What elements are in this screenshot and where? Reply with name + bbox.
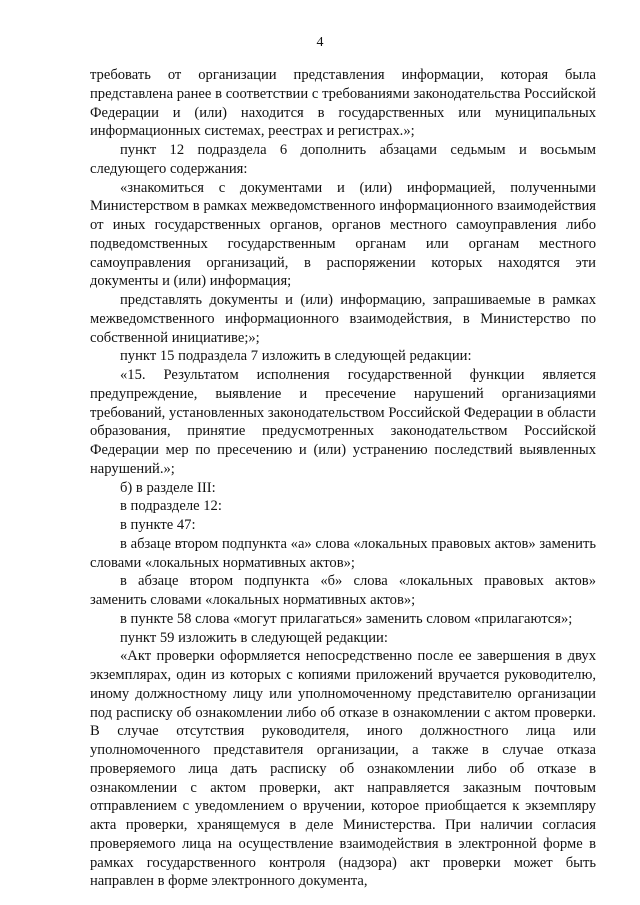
paragraph-item-59: пункт 59 изложить в следующей редакции: bbox=[120, 629, 388, 646]
paragraph-quote-familiarize: «знакомиться с документами и (или) информацией, полученными Министерством в рамках межведомственного информационного взаимодействия от иных государственных органов, органов местного самоуправления либо подведомственных государственным органам или органам местного самоуправления организаций, в распоряжении которых находятся эти документы и (или) информация; bbox=[90, 179, 596, 290]
paragraph-subitem-a: в абзаце втором подпункта «а» слова «локальных правовых актов» заменить словами «локальных нормативных актов»; bbox=[90, 535, 596, 571]
paragraph-amend-item-12: пункт 12 подраздела 6 дополнить абзацами седьмым и восьмым следующего содержания: bbox=[90, 142, 596, 177]
paragraph-quote-inspection-act: «Акт проверки оформляется непосредственно после ее завершения в двух экземплярах, один из которых с копиями приложений вручается руководителю, иному должностному лицу или уполномоченному представителю организации под расписку об ознакомлении либо об отказе в ознакомлении с актом проверки. В случае отсутствия руководителя, иного должностного лица или уполномоченного представителя организации, а также в случае отказа проверяемого лица дать расписку об ознакомлении либо об отказе в ознакомлении с актом проверки, акт направляется заказным почтовым отправлением с уведомлением о вручении, которое приобщается к экземпляру акта проверки, хранящемуся в деле Министерства. При наличии согласия проверяемого лица на осуществление взаимодействия в электронной форме в рамках государственного контроля (надзора) акт проверки может быть направлен в форме электронного документа, bbox=[90, 648, 596, 890]
paragraph-subitem-b: в абзаце втором подпункта «б» слова «локальных правовых актов» заменить словами «локальных нормативных актов»; bbox=[90, 573, 596, 608]
paragraph-item-58: в пункте 58 слова «могут прилагаться» заменить словом «прилагаются»; bbox=[120, 610, 573, 627]
page-number: 4 bbox=[316, 35, 324, 50]
paragraph-item-47: в пункте 47: bbox=[120, 517, 196, 533]
paragraph-continuation: требовать от организации представления информации, которая была представлена ранее в соответствии с требованиями законодательства Российской Федерации и (или) находится в государственных или муниципальных информационных системах, реестрах и регистрах.»; bbox=[90, 67, 596, 140]
paragraph-quote-item-15: «15. Результатом исполнения государственной функции является предупреждение, выявление и пресечение нарушений организациями требований, установленных законодательством Российской Федерации в области образования, принятие предусмотренных законодательством Российской Федерации мер по пресечению и (или) устранению последствий выявленных нарушений.»; bbox=[90, 367, 596, 477]
paragraph-subsection-12: в подразделе 12: bbox=[120, 498, 222, 515]
paragraph-amend-item-15: пункт 15 подраздела 7 изложить в следующей редакции: bbox=[120, 348, 472, 365]
paragraph-quote-submit: представлять документы и (или) информацию, запрашиваемые в рамках межведомственного информационного взаимодействия, в Министерство по собственной инициативе;»; bbox=[90, 292, 596, 346]
document-body bbox=[90, 66, 596, 891]
paragraph-section-iii: б) в разделе III: bbox=[120, 479, 216, 496]
